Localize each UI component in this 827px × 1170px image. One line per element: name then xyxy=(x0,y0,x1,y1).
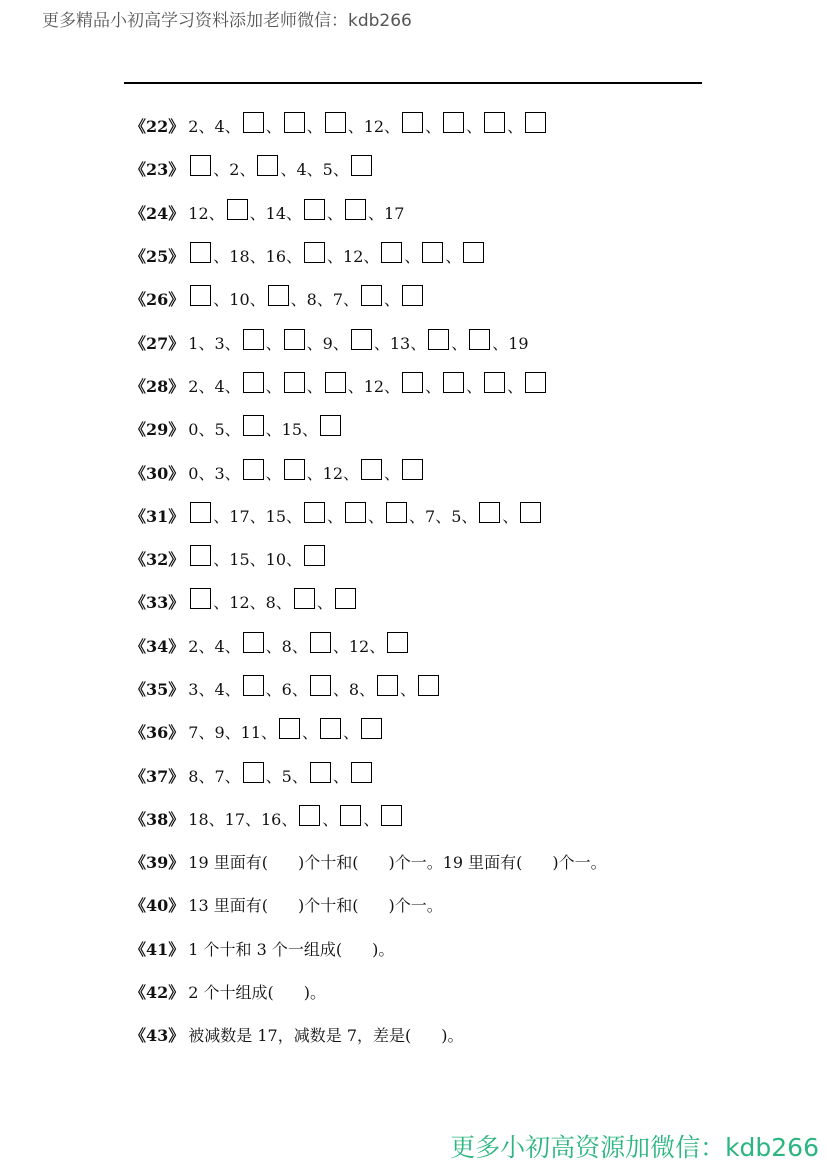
question-row xyxy=(130,1013,770,1056)
answer-box[interactable] xyxy=(284,329,305,350)
question-row xyxy=(130,753,770,796)
answer-box[interactable] xyxy=(418,675,439,696)
answer-box[interactable] xyxy=(284,459,305,480)
answer-box[interactable] xyxy=(361,718,382,739)
question-row xyxy=(130,320,770,363)
question-text: 、 xyxy=(507,117,524,137)
answer-box[interactable] xyxy=(294,588,315,609)
question-number: 《26》 xyxy=(130,290,185,310)
answer-box[interactable] xyxy=(243,459,264,480)
question-number: 《38》 xyxy=(130,809,185,829)
watermark-footer: 更多小初高资源加微信：kdb266 xyxy=(450,1133,819,1162)
question-text: 、 xyxy=(332,766,349,786)
question-text: 、17、15、 xyxy=(213,506,303,526)
answer-box[interactable] xyxy=(351,329,372,350)
answer-box[interactable] xyxy=(243,632,264,653)
answer-box[interactable] xyxy=(190,545,211,566)
answer-box[interactable] xyxy=(402,112,423,133)
answer-box[interactable] xyxy=(484,372,505,393)
answer-box[interactable] xyxy=(227,199,248,220)
question-row xyxy=(130,624,770,667)
answer-box[interactable] xyxy=(361,459,382,480)
answer-box[interactable] xyxy=(243,762,264,783)
question-text: 2、4、 xyxy=(188,636,241,656)
question-row xyxy=(130,537,770,580)
question-text: 、4、5、 xyxy=(280,160,349,180)
question-text: 、12、8、 xyxy=(213,593,292,613)
question-text: 18、17、16、 xyxy=(188,809,298,829)
question-text: )个十和( xyxy=(297,853,359,873)
question-text: )个一。19 里面有( xyxy=(388,853,523,873)
question-row xyxy=(130,580,770,623)
question-row xyxy=(130,104,770,147)
question-text: 、 xyxy=(316,593,333,613)
question-text: 、12、 xyxy=(347,117,401,137)
question-number: 《37》 xyxy=(130,766,185,786)
question-text: 、 xyxy=(368,506,385,526)
question-number: 《24》 xyxy=(130,203,185,223)
question-row xyxy=(130,450,770,493)
question-text: 、 xyxy=(425,117,442,137)
answer-box[interactable] xyxy=(190,242,211,263)
question-number: 《42》 xyxy=(130,983,185,1003)
question-text: 、17 xyxy=(368,203,405,223)
question-number: 《31》 xyxy=(130,506,185,526)
answer-box[interactable] xyxy=(279,718,300,739)
question-number: 《23》 xyxy=(130,160,185,180)
answer-box[interactable] xyxy=(257,155,278,176)
question-text: 19 里面有( xyxy=(188,853,268,873)
answer-box[interactable] xyxy=(304,502,325,523)
question-row xyxy=(130,364,770,407)
question-text: 、19 xyxy=(492,333,529,353)
answer-box[interactable] xyxy=(299,805,320,826)
question-text: 、 xyxy=(404,247,421,267)
answer-box[interactable] xyxy=(479,502,500,523)
answer-box[interactable] xyxy=(469,329,490,350)
question-number: 《41》 xyxy=(130,939,185,959)
answer-box[interactable] xyxy=(525,112,546,133)
answer-box[interactable] xyxy=(402,372,423,393)
question-number: 《29》 xyxy=(130,420,185,440)
answer-box[interactable] xyxy=(402,459,423,480)
question-text: )个一。 xyxy=(388,896,443,916)
question-row xyxy=(130,191,770,234)
answer-box[interactable] xyxy=(243,112,264,133)
question-text: 、12、 xyxy=(332,636,386,656)
question-text: )个十和( xyxy=(297,896,359,916)
answer-box[interactable] xyxy=(243,329,264,350)
question-text: 、 xyxy=(322,809,339,829)
question-number: 《36》 xyxy=(130,723,185,743)
question-text: 、13、 xyxy=(373,333,427,353)
question-text: 2、4、 xyxy=(188,376,241,396)
question-row xyxy=(130,494,770,537)
answer-box[interactable] xyxy=(304,545,325,566)
question-text: 、 xyxy=(384,463,401,483)
answer-box[interactable] xyxy=(304,242,325,263)
question-text: 、 xyxy=(425,376,442,396)
question-number: 《39》 xyxy=(130,853,185,873)
answer-box[interactable] xyxy=(190,155,211,176)
question-row xyxy=(130,407,770,450)
answer-box[interactable] xyxy=(310,632,331,653)
question-text: 、12、 xyxy=(327,247,380,267)
answer-box[interactable] xyxy=(402,285,423,306)
question-text: 12、 xyxy=(188,203,225,223)
question-text: 、8、7、 xyxy=(290,290,360,310)
question-text: 、 xyxy=(265,333,282,353)
question-row xyxy=(130,234,770,277)
answer-box[interactable] xyxy=(310,675,331,696)
question-text: 7、9、11、 xyxy=(188,723,278,743)
answer-box[interactable] xyxy=(381,242,402,263)
question-row xyxy=(130,927,770,970)
answer-box[interactable] xyxy=(190,588,211,609)
question-text: 、 xyxy=(265,117,282,137)
answer-box[interactable] xyxy=(443,112,464,133)
answer-box[interactable] xyxy=(351,155,372,176)
question-text: 、 xyxy=(451,333,468,353)
answer-box[interactable] xyxy=(463,242,484,263)
answer-box[interactable] xyxy=(345,502,366,523)
question-number: 《35》 xyxy=(130,680,185,699)
answer-box[interactable] xyxy=(320,415,341,436)
question-text: 2、4、 xyxy=(188,117,241,137)
question-number: 《30》 xyxy=(130,463,185,483)
question-text: )。 xyxy=(372,939,395,959)
question-text: 、6、 xyxy=(265,680,308,699)
question-text: 、18、16、 xyxy=(213,247,303,267)
question-row xyxy=(130,797,770,840)
answer-box[interactable] xyxy=(325,372,346,393)
answer-box[interactable] xyxy=(284,372,305,393)
answer-box[interactable] xyxy=(428,329,449,350)
question-text: 、12、 xyxy=(306,463,360,483)
question-number: 《33》 xyxy=(130,593,185,613)
question-text: 被减数是 17，减数是 7，差是( xyxy=(188,1026,412,1046)
answer-box[interactable] xyxy=(345,199,366,220)
answer-box[interactable] xyxy=(335,588,356,609)
question-text: )。 xyxy=(441,1026,464,1046)
question-number: 《27》 xyxy=(130,333,185,353)
question-row xyxy=(130,840,770,883)
answer-box[interactable] xyxy=(520,502,541,523)
question-number: 《22》 xyxy=(130,117,185,137)
question-text: 、8、 xyxy=(265,636,308,656)
question-text: 、 xyxy=(507,376,524,396)
question-row xyxy=(130,970,770,1013)
question-text: 、 xyxy=(363,809,380,829)
question-text: 、 xyxy=(306,376,323,396)
answer-box[interactable] xyxy=(387,632,408,653)
question-row xyxy=(130,710,770,753)
question-text: 、 xyxy=(306,117,323,137)
answer-box[interactable] xyxy=(386,502,407,523)
question-text: 、 xyxy=(265,463,282,483)
question-row xyxy=(130,883,770,926)
answer-box[interactable] xyxy=(243,372,264,393)
answer-box[interactable] xyxy=(243,675,264,696)
answer-box[interactable] xyxy=(443,372,464,393)
question-text: 、9、 xyxy=(306,333,349,353)
answer-box[interactable] xyxy=(361,285,382,306)
question-text: 8、7、 xyxy=(188,766,241,786)
question-number: 《43》 xyxy=(130,1026,185,1046)
question-text: 0、3、 xyxy=(188,463,241,483)
question-number: 《34》 xyxy=(130,636,185,656)
question-number: 《28》 xyxy=(130,376,185,396)
question-text: 、 xyxy=(327,203,344,223)
question-text: 2 个十组成( xyxy=(188,983,274,1003)
question-text: 、 xyxy=(265,376,282,396)
answer-box[interactable] xyxy=(284,112,305,133)
answer-box[interactable] xyxy=(351,762,372,783)
question-text: 、 xyxy=(466,117,483,137)
question-text: 、 xyxy=(466,376,483,396)
question-number: 《40》 xyxy=(130,896,185,916)
question-row xyxy=(130,667,770,710)
question-text: 、7、5、 xyxy=(409,506,478,526)
question-text: 、10、 xyxy=(213,290,266,310)
question-number: 《32》 xyxy=(130,550,185,570)
question-text: 、12、 xyxy=(347,376,401,396)
question-text: 、 xyxy=(400,680,417,699)
question-text: 1、3、 xyxy=(188,333,241,353)
question-number: 《25》 xyxy=(130,247,185,267)
answer-box[interactable] xyxy=(190,502,211,523)
answer-box[interactable] xyxy=(484,112,505,133)
question-text: 、2、 xyxy=(213,160,256,180)
answer-box[interactable] xyxy=(381,805,402,826)
answer-box[interactable] xyxy=(525,372,546,393)
question-text: 1 个十和 3 个一组成( xyxy=(188,939,343,959)
answer-box[interactable] xyxy=(422,242,443,263)
answer-box[interactable] xyxy=(268,285,289,306)
answer-box[interactable] xyxy=(310,762,331,783)
answer-box[interactable] xyxy=(340,805,361,826)
question-text: 、14、 xyxy=(249,203,303,223)
question-text: 、 xyxy=(327,506,344,526)
watermark-header: 更多精品小初高学习资料添加老师微信：kdb266 xyxy=(42,11,412,31)
question-text: )。 xyxy=(303,983,327,1003)
question-row xyxy=(130,147,770,190)
answer-box[interactable] xyxy=(304,199,325,220)
header-rule xyxy=(124,82,702,84)
question-row xyxy=(130,277,770,320)
question-text: 、 xyxy=(384,290,401,310)
question-text: 、8、 xyxy=(332,680,376,699)
answer-box[interactable] xyxy=(325,112,346,133)
question-text: 13 里面有( xyxy=(188,896,268,916)
question-text: 、15、10、 xyxy=(213,550,303,570)
answer-box[interactable] xyxy=(190,285,211,306)
question-text: 、5、 xyxy=(265,766,308,786)
question-text: 、15、 xyxy=(265,420,319,440)
question-text: )个一。 xyxy=(552,853,607,873)
question-list xyxy=(130,104,770,1057)
question-text: 、 xyxy=(343,723,360,743)
question-text: 、 xyxy=(502,506,519,526)
question-text: 3、4、 xyxy=(188,680,241,699)
question-text: 、 xyxy=(302,723,319,743)
question-text: 、 xyxy=(445,247,462,267)
answer-box[interactable] xyxy=(320,718,341,739)
question-text: 0、5、 xyxy=(188,420,241,440)
answer-box[interactable] xyxy=(243,415,264,436)
answer-box[interactable] xyxy=(377,675,398,696)
